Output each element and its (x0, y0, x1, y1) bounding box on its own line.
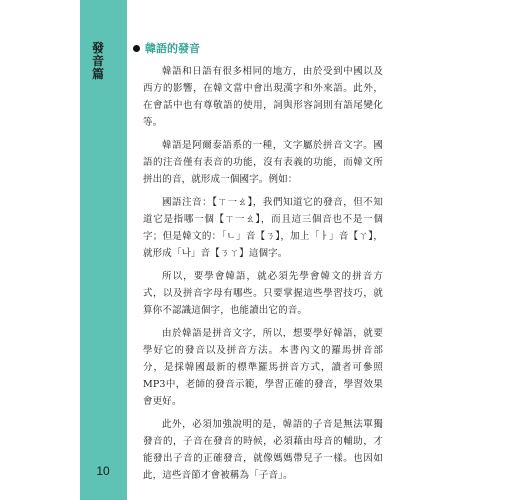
paragraph: 所以，要學會韓語，就必須先學會韓文的拼音方式，以及拼音字母有哪些。只要掌握這些學習技巧，就算你不認識這個字，也能讀出它的音。 (143, 271, 383, 316)
paragraph: 國語注音：【ㄒ一ㄠ】，我們知道它的發音，但不知道它是指哪一個【ㄒ一ㄠ】，而且這三個音也不是一個字；但是韓文的：「ㄴ」音【ㄋ】，加上「ㅏ」音【ㄚ】，就形成「나」音【ㄋㄚ】這個字。 (143, 197, 383, 259)
main-content (143, 40, 383, 490)
paragraph: 韓語和日語有很多相同的地方，由於受到中國以及西方的影響，在韓文當中會出現漢字和外來語。此外，在會話中也有尊敬語的使用，詞與形容詞則有語尾變化等。 (143, 66, 383, 128)
paragraph: 由於韓語是拼音文字，所以，想要學好韓語，就要學好它的發音以及拼音方法。本書內文的羅馬拼音部分，是採韓國最新的標準羅馬拼音方式，讀者可參照MP3中，老師的發音示範，學習正確的發音，學習效果會更好。 (143, 328, 383, 407)
section-heading-text: 韓語的發音 (145, 42, 200, 55)
sidebar-band (80, 0, 127, 500)
section-label: 發音篇 (91, 41, 104, 81)
paragraph: 韓語是阿爾泰語系的一種，文字屬於拼音文字。國語的注音僅有表音的功能，沒有表義的功能，而韓文所拼出的音，就形成一個國字。例如： (143, 140, 383, 185)
page-number: 10 (96, 464, 110, 478)
section-heading (133, 40, 383, 56)
paragraph: 此外，必須加強說明的是，韓語的子音是無法單獨發音的，子音在發音的時候，必須藉由母音的輔助，才能發出子音的正確發音，就像媽媽帶兒子一樣。也因如此，這些音節才會被稱為「子音」。 (143, 419, 383, 481)
bullet-icon (133, 45, 140, 52)
